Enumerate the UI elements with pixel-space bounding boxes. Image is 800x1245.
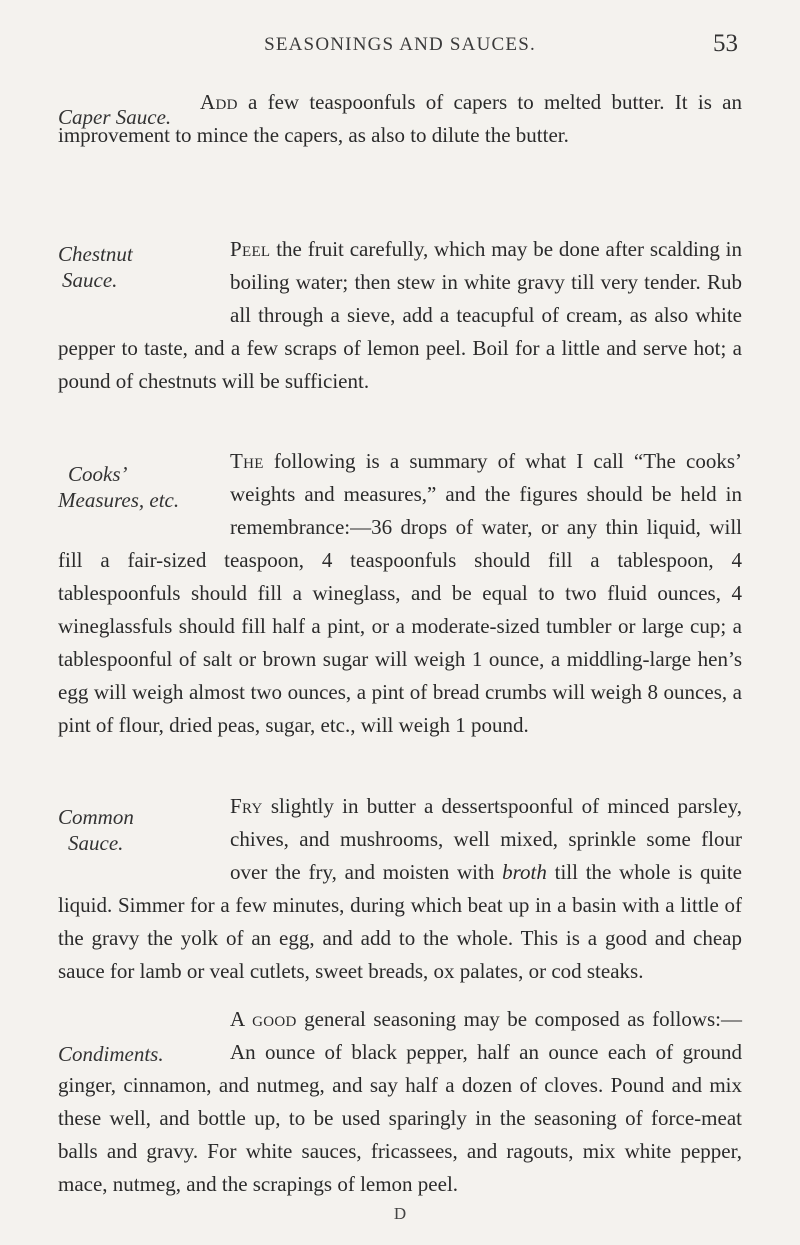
recipe-cooks-measures xyxy=(58,445,742,742)
paragraph-text: the fruit carefully, which may be done after scalding in boiling water; then stew in white gravy till very tender. Rub all through a sieve, add a teacupful of cream, as also white pepper to taste, and a few scraps of lemon peel. Boil for a little and serve hot; a pound of chestnuts will be sufficient. xyxy=(58,237,742,393)
lead-word: A good xyxy=(230,1007,297,1031)
page-number: 53 xyxy=(713,30,738,57)
paragraph-text: till the whole is quite liquid. Simmer for a few minutes, during which beat up in a basin with a little of the gravy the yolk of an egg, and add to the whole. This is a good and cheap sauce for lamb or veal cutlets, sweet breads, ox palates, or cod steaks. xyxy=(58,860,742,983)
margin-label xyxy=(58,241,133,293)
lead-word: The xyxy=(230,449,264,473)
paragraph xyxy=(58,790,742,988)
italic-word: broth xyxy=(502,860,547,884)
margin-label xyxy=(58,1041,164,1067)
recipe-caper-sauce xyxy=(58,86,742,152)
lead-word: Fry xyxy=(230,794,263,818)
recipe-common-sauce xyxy=(58,790,742,988)
lead-word: Peel xyxy=(230,237,271,261)
paragraph xyxy=(58,233,742,398)
paragraph-text: a few teaspoonfuls of capers to melted butter. It is an improvement to mince the capers, as also to dilute the butter. xyxy=(58,90,742,147)
paragraph xyxy=(58,1003,742,1201)
margin-label-line: Sauce. xyxy=(68,831,124,855)
margin-label-line: Common xyxy=(58,805,134,829)
margin-label-line: Sauce. xyxy=(62,268,118,292)
margin-label-line: Measures, etc. xyxy=(58,488,180,512)
recipe-chestnut-sauce xyxy=(58,233,742,398)
margin-label-line: Chestnut xyxy=(58,242,133,266)
margin-label xyxy=(58,104,171,130)
recipe-condiments xyxy=(58,1003,742,1201)
lead-word: Add xyxy=(200,90,238,114)
margin-label-line: Condiments. xyxy=(58,1042,164,1066)
margin-label-line: Caper Sauce. xyxy=(58,105,172,129)
margin-label xyxy=(58,804,134,856)
running-head xyxy=(0,30,800,60)
margin-label-line: Cooks’ xyxy=(68,462,128,486)
margin-label xyxy=(58,461,179,513)
paragraph-text: general seasoning may be composed as follows:—An ounce of black pepper, half an ounce each of ground ginger, cinnamon, and nutmeg, and say half a dozen of cloves. Pound and mix these well, and bottle up, to be used sparingly in the seasoning of force-meat balls and gravy. For white sauces, fricassees, and ragouts, mix white pepper, mace, nutmeg, and the scrapings of lemon peel. xyxy=(58,1007,742,1196)
signature-mark: D xyxy=(393,1204,407,1223)
paragraph-text: slightly in butter a dessertspoonful of minced parsley, chives, and mushrooms, well mixed, sprinkle some flour over the fry, and moisten with xyxy=(230,794,742,884)
running-title: SEASONINGS AND SAUCES. xyxy=(264,34,536,55)
paragraph-text: following is a summary of what I call “The cooks’ weights and measures,” and the figures should be held in remembrance:—36 drops of water, or any thin liquid, will fill a fair-sized teaspoon, 4 teaspoonfuls should fill a tablespoon, 4 tablespoonfuls should fill a wineglass, and be equal to two fluid ounces, 4 wineglassfuls should fill half a pint, or a moderate-sized tumbler or large cup; a tablespoonful of salt or brown sugar will weigh 1 ounce, a middling-large hen’s egg will weigh almost two ounces, a pint of bread crumbs will weigh 8 ounces, a pint of flour, dried peas, sugar, etc., will weigh 1 pound. xyxy=(58,449,742,737)
